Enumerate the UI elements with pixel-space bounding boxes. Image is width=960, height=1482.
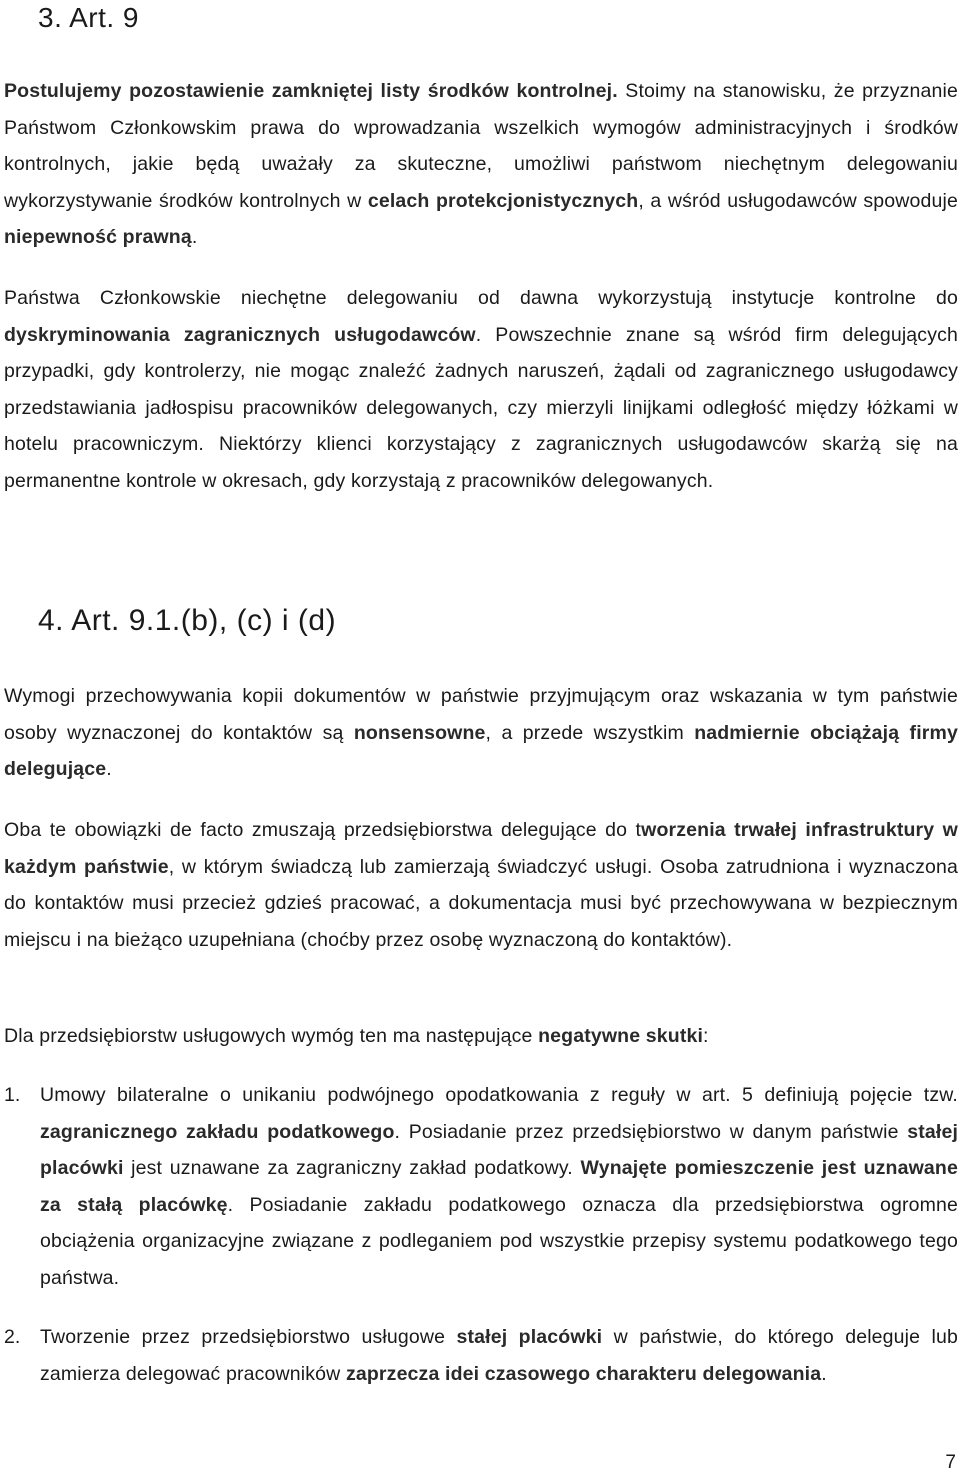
body-text: . Posiadanie zakładu podatkowego oznacza dla przedsiębiorstwa ogromne obciążenia organizacyjne związane z podleganiem pod wszystkie przepisy systemu podatkowego tego państwa.	[40, 1193, 958, 1289]
body-text: . Powszechnie znane są wśród firm delegujących przypadki, gdy kontrolerzy, nie mogąc znaleźć żadnych naruszeń, żądali od zagranicznego usługodawcy przedstawiania jadłospisu pracowników delegowanych, czy mierzyli linijkami odległość między łóżkami w hotelu pracowniczym. Niektórzy klienci korzystający z zagranicznych usługodawców skarżą się na permanentne kontrole w okresach, gdy korzystają z pracowników delegowanych.	[4, 323, 958, 492]
body-text: Oba te obowiązki de facto zmuszają przedsiębiorstwa delegujące do t	[4, 819, 642, 841]
emphasis-text: worzenia trwałej infrastruktury w każdym państwie	[4, 819, 958, 878]
body-text: Stoimy na stanowisku, że przyznanie Państwom Członkowskim prawa do wprowadzania wszelkich wymogów administracyjnych i środków kontrolnych, jakie będą uważały za skuteczne, umożliwi państwom niechętnym delegowaniu wykorzystywanie środków kontrolnych w	[4, 80, 958, 212]
emphasis-text: nadmiernie obciążają firmy delegujące	[4, 721, 958, 781]
body-text: w państwie, do którego deleguje lub zamierza delegować pracowników	[40, 1326, 958, 1385]
body-text: jest uznawane za zagraniczny zakład podatkowy.	[123, 1157, 581, 1180]
body-text: , w którym świadczą lub zamierzają świadczyć usługi. Osoba zatrudniona i wyznaczona do kontaktów musi przecież gdzieś pracować, a dokumentacja musi być przechowywana w bezpiecznym miejscu i na bieżąco uzupełniana (choćby przez osobę wyznaczoną do kontaktów).	[4, 855, 958, 951]
body-text: , a przede wszystkim	[485, 721, 695, 744]
body-text: :	[703, 1025, 709, 1047]
body-text: Wymogi przechowywania kopii dokumentów w państwie przyjmującym oraz wskazania w tym państwie osoby wyznaczonej do kontaktów są	[4, 685, 958, 744]
emphasis-text: stałej placówki	[40, 1120, 959, 1180]
emphasis-text: Wynajęte pomieszczenie jest uznawane za stałą placówkę	[40, 1157, 958, 1216]
emphasis-text: stałej placówki	[456, 1326, 603, 1348]
body-text: .	[821, 1362, 827, 1385]
paragraph-document-requirements	[4, 678, 958, 788]
paragraph-consequences-intro	[4, 1018, 958, 1055]
list-item-text	[40, 1077, 958, 1297]
section-heading-art-9-1: 4. Art. 9.1.(b), (c) i (d)	[38, 604, 337, 637]
emphasis-text: Postulujemy pozostawienie zamkniętej listy środków kontrolnej.	[4, 80, 618, 102]
emphasis-text: zaprzecza idei czasowego charakteru delegowania	[345, 1362, 822, 1385]
body-text: , a wśród usługodawców spowoduje	[638, 189, 958, 212]
emphasis-text: celach protekcjonistycznych	[367, 189, 639, 212]
paragraph-control-measures	[4, 73, 958, 256]
body-text: Państwa Członkowskie niechętne delegowaniu od dawna wykorzystują instytucje kontrolne do	[4, 287, 958, 309]
page-number: 7	[945, 1452, 956, 1473]
emphasis-text: negatywne skutki	[538, 1025, 704, 1047]
emphasis-text: dyskryminowania zagranicznych usługodawców	[4, 323, 476, 346]
list-item	[4, 1319, 958, 1392]
paragraph-discrimination	[4, 280, 958, 500]
list-number: 2.	[4, 1326, 21, 1348]
list-item	[4, 1077, 958, 1297]
list-item-text	[40, 1319, 958, 1392]
section-heading-art-9: 3. Art. 9	[38, 2, 139, 33]
body-text: . Posiadanie przez przedsiębiorstwo w danym państwie	[394, 1120, 908, 1143]
body-text: Tworzenie przez przedsiębiorstwo usługowe	[40, 1326, 457, 1348]
emphasis-text: nonsensowne	[353, 721, 486, 744]
body-text: Umowy bilateralne o unikaniu podwójnego opodatkowania z reguły w art. 5 definiują pojęcie tzw.	[40, 1084, 958, 1106]
emphasis-text: zagranicznego zakładu podatkowego	[40, 1120, 395, 1143]
emphasis-text: niepewność prawną	[4, 226, 192, 249]
paragraph-infrastructure	[4, 812, 958, 958]
list-number: 1.	[4, 1084, 21, 1106]
body-text: .	[191, 226, 198, 249]
body-text: .	[106, 758, 112, 781]
body-text: Dla przedsiębiorstw usługowych wymóg ten ma następujące	[4, 1025, 539, 1047]
